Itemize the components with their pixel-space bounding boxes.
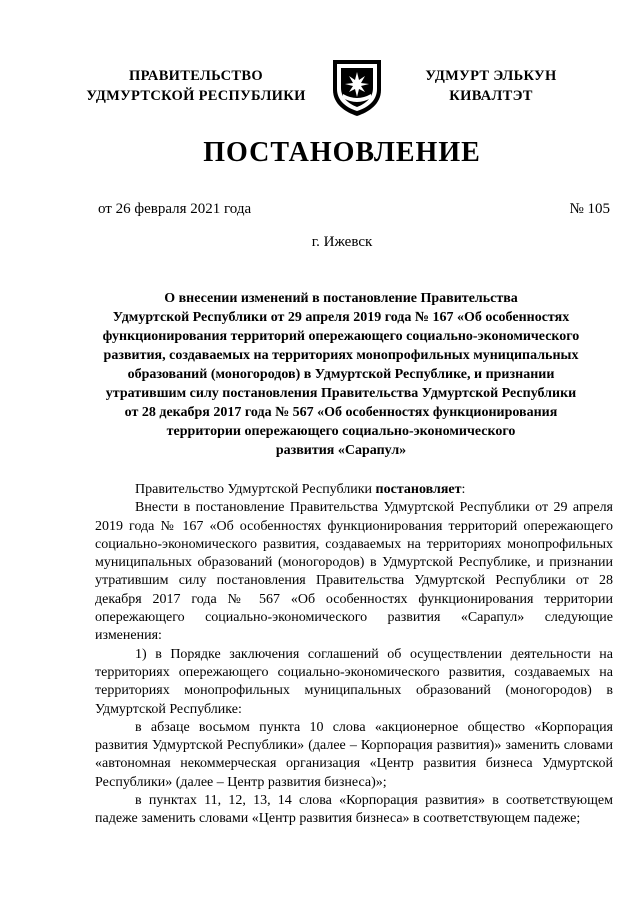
subject-line: утратившим силу постановления Правительства Удмуртской Республики: [105, 386, 577, 401]
government-name-udmurt-line2: КИВАЛТЭТ: [449, 88, 533, 104]
subject-line: О внесении изменений в постановление Правительства: [164, 291, 518, 306]
preamble-text: Правительство Удмуртской Республики: [135, 482, 376, 497]
document-subject: [96, 289, 586, 460]
government-name-udmurt-line1: УДМУРТ ЭЛЬКУН: [425, 68, 557, 84]
body-paragraph: Внести в постановление Правительства Удмуртской Республики от 29 апреля 2019 года № 167 «Об особенностях функционирования территорий опережающего социально-экономического развития, создаваемых на территориях монопрофильных муниципальных образований (моногородов) в Удмуртской Республике, и признании утратившим силу постановления Правительства Удмуртской Республики от 28 декабря 2017 года № 567 «Об особенностях функционирования территории опережающего социально-экономического развития «Сарапул» следующие изменения:: [95, 500, 613, 644]
body-paragraph-preamble: [95, 481, 613, 499]
body-paragraph: в абзаце восьмом пункта 10 слова «акционерное общество «Корпорация развития Удмуртской Республики» (далее – Корпорация развития)» заменить словами «автономная некоммерческая организация «Центр развития бизнеса Удмуртской Республики» (далее – Центр развития бизнеса)»;: [95, 719, 613, 790]
document-date: от 26 февраля 2021 года: [98, 201, 252, 217]
subject-line: от 28 декабря 2017 года № 567 «Об особенностях функционирования: [124, 405, 558, 420]
subject-line: функционирования территорий опережающего социально-экономического: [102, 329, 580, 344]
subject-line: развития «Сарапул»: [275, 443, 407, 458]
subject-line: Удмуртской Республики от 29 апреля 2019 года № 167 «Об особенностях: [112, 310, 570, 325]
subject-line: образований (моногородов) в Удмуртской Республике, и признании: [127, 367, 555, 382]
government-name-line1: ПРАВИТЕЛЬСТВО: [129, 68, 263, 84]
document-title: ПОСТАНОВЛЕНИЕ: [203, 137, 481, 168]
document-city: г. Ижевск: [311, 234, 373, 250]
document-body: [95, 481, 613, 829]
subject-line: территории опережающего социально-экономического: [166, 424, 516, 439]
subject-line: развития, создаваемых на территориях монопрофильных муниципальных: [103, 348, 579, 363]
preamble-verb: постановляет: [375, 482, 462, 497]
document-number: № 105: [569, 201, 610, 217]
government-name-udmurt: [420, 66, 562, 106]
coat-of-arms-icon: [329, 56, 385, 118]
government-name-line2: УДМУРТСКОЙ РЕСПУБЛИКИ: [86, 88, 306, 104]
body-paragraph: 1) в Порядке заключения соглашений об осуществлении деятельности на территориях опережающего социально-экономического развития, создаваемых на территориях монопрофильных муниципальных образований (моногородов) в Удмуртской Республике:: [95, 646, 613, 717]
preamble-colon: :: [461, 482, 466, 497]
body-paragraph: в пунктах 11, 12, 13, 14 слова «Корпорация развития» в соответствующем падеже заменить словами «Центр развития бизнеса» в соответствующем падеже;: [95, 793, 613, 827]
government-name-russian: [82, 66, 310, 106]
